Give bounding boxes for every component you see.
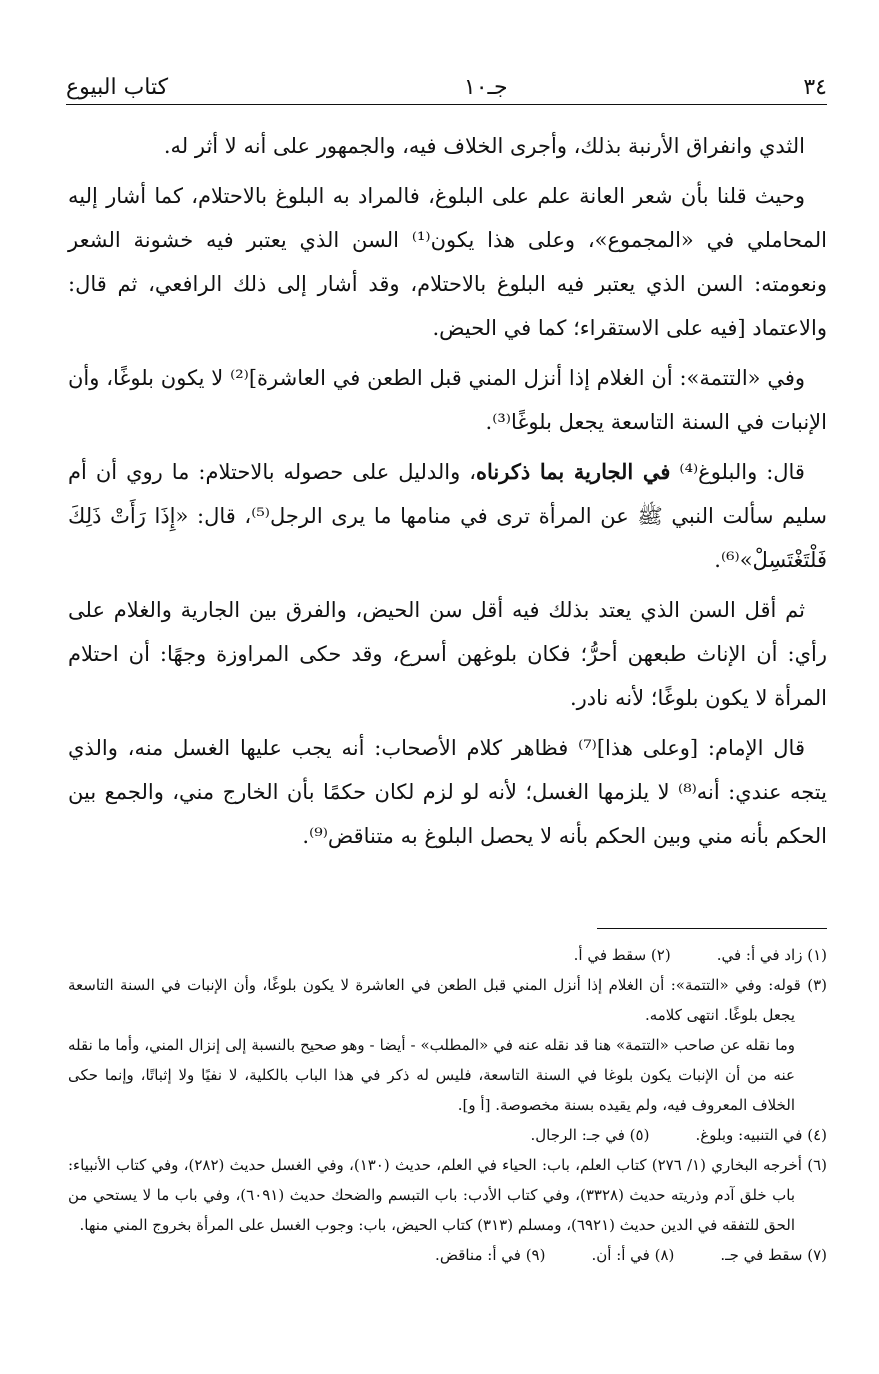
- footnote-row: [68, 940, 827, 970]
- footnote-row: [68, 1120, 827, 1150]
- paragraph-4: [68, 450, 827, 582]
- footnote-6: (٦) أخرجه البخاري (١/ ٢٧٦) كتاب العلم، باب: الحياء في العلم، حديث (١٣٠)، وفي الغسل حديث (٢٨٢)، وفي كتاب الأنبياء: باب خلق آدم وذريته حديث (٣٣٢٨)، وفي كتاب الأدب: باب التبسم والضحك حديث (٦٠٩١)، وفي باب ما لا يستحي من الحق للتفقه في الدين حديث (٦٩٢١)، ومسلم (٣١٣) كتاب الحيض، باب: وجوب الغسل على المرأة بخروج المني منها.: [68, 1156, 827, 1234]
- header-divider: [66, 104, 827, 105]
- footnote-3-continued: وما نقله عن صاحب «التتمة» هنا قد نقله عنه في «المطلب» - أيضا - وهو صحيح بالنسبة إلى إنزال المني، وأما ما نقله عنه من أن الإنبات يكون بلوغا في السنة التاسعة، فليس له ذكر في هذا الباب بالكلية، لا نفيًا ولا إثباتًا، وإنما حكى الخلاف المعروف فيه، ولم يقيده بسنة مخصوصة. [أ و].: [68, 1036, 795, 1114]
- page-header: [66, 62, 827, 102]
- footnote-3: (٣) قوله: وفي «التتمة»: أن الغلام إذا أنزل المني قبل الطعن في العاشرة لا يكون بلوغًا، وأن الإنبات في السنة التاسعة يجعل بلوغًا. انتهى كلامه.: [68, 976, 827, 1024]
- paragraph-1: الثدي وانفراق الأرنبة بذلك، وأجرى الخلاف فيه، والجمهور على أنه لا أثر له.: [163, 134, 805, 158]
- footnote-5: (٥) في جـ: الرجال.: [530, 1126, 650, 1144]
- footnote-8: (٨) في أ: أن.: [591, 1246, 675, 1264]
- footnote-1: (١) زاد في أ: في.: [716, 946, 827, 964]
- paragraph-5: ثم أقل السن الذي يعتد بذلك فيه أقل سن الحيض، والفرق بين الجارية والغلام على رأي: أن الإناث طبعهن أحرُّ؛ فكان بلوغهن أسرع، وقد حكى المراوزة وجهًا: أن احتلام المرأة لا يكون بلوغًا؛ لأنه نادر.: [68, 598, 827, 710]
- footnote-row: [68, 1240, 827, 1270]
- paragraph-2: وحيث قلنا بأن شعر العانة علم على البلوغ، فالمراد به البلوغ بالاحتلام، كما أشار إليه المحاملي في «المجموع»، وعلى هذا يكون⁽¹⁾ السن الذي يعتبر فيه خشونة الشعر ونعومته: السن الذي يعتبر فيه البلوغ بالاحتلام، وقد أشار إلى ذلك الرافعي، ثم قال: والاعتماد [فيه على الاستقراء؛ كما في الحيض.: [68, 184, 827, 340]
- footnote-2: (٢) سقط في أ.: [573, 946, 671, 964]
- footnote-7: (٧) سقط في جـ.: [720, 1246, 827, 1264]
- paragraph-4-end: ، والدليل على حصوله بالاحتلام: ما روي أن أم سليم سألت النبي ﷺ عن المرأة ترى في منامها ما يرى الرجل⁽⁵⁾، قال: «إِذَا رَأَتْ ذَلِكَ فَلْتَغْتَسِلْ»⁽⁶⁾.: [68, 460, 828, 572]
- book-title: كتاب البيوع: [66, 75, 169, 100]
- footnotes: [68, 940, 827, 1270]
- main-text: [68, 124, 827, 864]
- paragraph-4-bold: في الجارية بما ذكرناه: [476, 459, 671, 484]
- paragraph-4-start: قال: والبلوغ⁽⁴⁾: [670, 460, 805, 484]
- volume-label: جـ١٠: [463, 75, 508, 100]
- footnote-9: (٩) في أ: مناقض.: [435, 1246, 546, 1264]
- paragraph-3: وفي «التتمة»: أن الغلام إذا أنزل المني قبل الطعن في العاشرة]⁽²⁾ لا يكون بلوغًا، وأن الإنبات في السنة التاسعة يجعل بلوغًا⁽³⁾.: [68, 366, 827, 434]
- footnote-4: (٤) في التنبيه: وبلوغ.: [695, 1126, 827, 1144]
- page-number: ٣٤: [803, 75, 827, 100]
- footnote-separator: [597, 928, 827, 929]
- paragraph-6: قال الإمام: [وعلى هذا]⁽⁷⁾ فظاهر كلام الأصحاب: أنه يجب عليها الغسل منه، والذي يتجه عندي: أنه⁽⁸⁾ لا يلزمها الغسل؛ لأنه لو لزم لكان حكمًا بأن الخارج مني، والجمع بين الحكم بأنه مني وبين الحكم بأنه لا يحصل البلوغ به متناقض⁽⁹⁾.: [68, 736, 827, 848]
